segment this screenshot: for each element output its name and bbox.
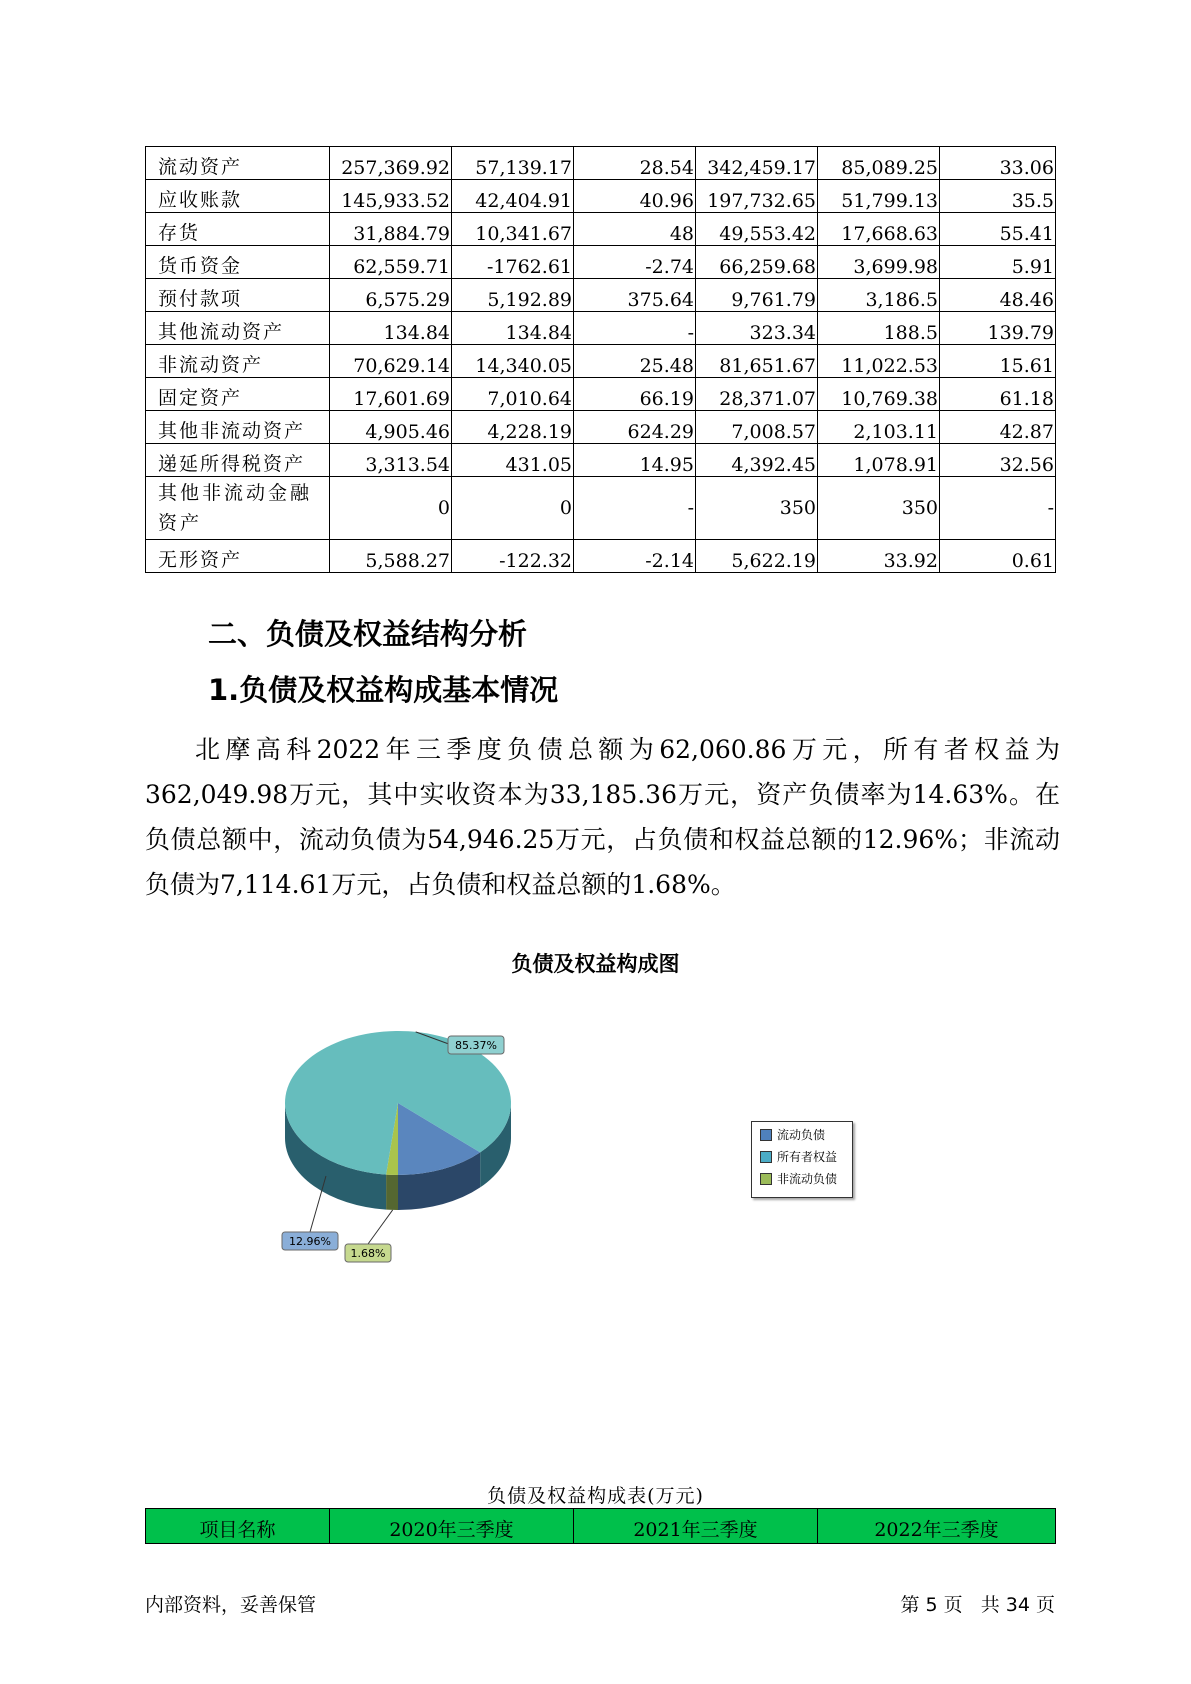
table-cell: 3,699.98: [818, 246, 940, 279]
table-cell: 350: [818, 477, 940, 540]
table-cell: 2,103.11: [818, 411, 940, 444]
table-row: [146, 147, 1056, 180]
row-label: 递延所得税资产: [146, 444, 330, 477]
row-label: 固定资产: [146, 378, 330, 411]
table-cell: 10,769.38: [818, 378, 940, 411]
table-cell: 66.19: [574, 378, 696, 411]
header-cell: 项目名称: [146, 1509, 330, 1544]
table-cell: 375.64: [574, 279, 696, 312]
table-cell: 85,089.25: [818, 147, 940, 180]
table-row: [146, 540, 1056, 573]
table-cell: 257,369.92: [330, 147, 452, 180]
row-label: 其他非流动资产: [146, 411, 330, 444]
legend-swatch-owners-equity: [760, 1151, 772, 1163]
table-cell: 10,341.67: [452, 213, 574, 246]
table-cell: 134.84: [452, 312, 574, 345]
table-cell: 350: [696, 477, 818, 540]
table-cell: 35.5: [940, 180, 1056, 213]
data-label: 12.96%: [289, 1235, 331, 1248]
table-cell: 61.18: [940, 378, 1056, 411]
table-row: [146, 246, 1056, 279]
table-row: [146, 312, 1056, 345]
table-cell: 14,340.05: [452, 345, 574, 378]
table-cell: 17,601.69: [330, 378, 452, 411]
table-cell: 6,575.29: [330, 279, 452, 312]
table-cell: 57,139.17: [452, 147, 574, 180]
legend-item: [752, 1169, 852, 1188]
table-cell: 5,588.27: [330, 540, 452, 573]
row-label: 存货: [146, 213, 330, 246]
table-cell: -: [574, 312, 696, 345]
table-cell: 1,078.91: [818, 444, 940, 477]
table-cell: 3,313.54: [330, 444, 452, 477]
table-cell: 323.34: [696, 312, 818, 345]
table-cell: 33.06: [940, 147, 1056, 180]
table-cell: -: [574, 477, 696, 540]
chart-legend: [751, 1121, 853, 1198]
row-label: 其他非流动金融资产: [146, 477, 330, 540]
table-cell: 431.05: [452, 444, 574, 477]
row-label: 流动资产: [146, 147, 330, 180]
table-cell: -: [940, 477, 1056, 540]
table-row: [146, 345, 1056, 378]
table-cell: 11,022.53: [818, 345, 940, 378]
table-row: [146, 378, 1056, 411]
table-cell: 0.61: [940, 540, 1056, 573]
footer-page-number: 第 5 页 共 34 页: [900, 1594, 1055, 1616]
table-row: [146, 477, 1056, 540]
table-cell: 0: [330, 477, 452, 540]
table-cell: 51,799.13: [818, 180, 940, 213]
table-cell: 3,186.5: [818, 279, 940, 312]
table-caption: 负债及权益构成表(万元): [487, 1485, 704, 1507]
section-heading: 二、负债及权益结构分析: [208, 617, 528, 651]
table-row: [146, 279, 1056, 312]
table-cell: 32.56: [940, 444, 1056, 477]
table-header-row: [146, 1509, 1056, 1544]
table-cell: 188.5: [818, 312, 940, 345]
table-row: [146, 213, 1056, 246]
table-cell: 55.41: [940, 213, 1056, 246]
table-cell: -122.32: [452, 540, 574, 573]
table-cell: 49,553.42: [696, 213, 818, 246]
table-cell: 40.96: [574, 180, 696, 213]
table-cell: 145,933.52: [330, 180, 452, 213]
table-cell: 62,559.71: [330, 246, 452, 279]
table-cell: 5,622.19: [696, 540, 818, 573]
table-cell: 70,629.14: [330, 345, 452, 378]
legend-item: [752, 1125, 852, 1144]
row-label: 货币资金: [146, 246, 330, 279]
table-cell: 28,371.07: [696, 378, 818, 411]
legend-label: 所有者权益: [777, 1150, 838, 1164]
table-cell: 0: [452, 477, 574, 540]
table-cell: 66,259.68: [696, 246, 818, 279]
table-cell: 5,192.89: [452, 279, 574, 312]
legend-swatch-current-liabilities: [760, 1129, 772, 1141]
table-cell: 624.29: [574, 411, 696, 444]
table-cell: -2.14: [574, 540, 696, 573]
table-cell: 7,008.57: [696, 411, 818, 444]
table-cell: 81,651.67: [696, 345, 818, 378]
row-label: 非流动资产: [146, 345, 330, 378]
body-paragraph: 北摩高科2022年三季度负债总额为62,060.86万元，所有者权益为362,049.98万元，其中实收资本为33,185.36万元，资产负债率为14.63%。在负债总额中，流动负债为54,946.25万元，占负债和权益总额的12.96%；非流动负债为7,114.61万元，占负债和权益总额的1.68%。: [145, 735, 1060, 899]
table-cell: 25.48: [574, 345, 696, 378]
table-cell: 342,459.17: [696, 147, 818, 180]
table-cell: 28.54: [574, 147, 696, 180]
table-cell: 42,404.91: [452, 180, 574, 213]
table-cell: 197,732.65: [696, 180, 818, 213]
header-cell: 2020年三季度: [330, 1509, 574, 1544]
table-cell: 4,228.19: [452, 411, 574, 444]
table-cell: 17,668.63: [818, 213, 940, 246]
table-cell: 139.79: [940, 312, 1056, 345]
data-label: 85.37%: [455, 1039, 497, 1052]
table-cell: 7,010.64: [452, 378, 574, 411]
table-cell: 48.46: [940, 279, 1056, 312]
table-cell: 9,761.79: [696, 279, 818, 312]
table-cell: 14.95: [574, 444, 696, 477]
header-cell: 2021年三季度: [574, 1509, 818, 1544]
asset-table-body: [146, 147, 1056, 573]
legend-label: 非流动负债: [777, 1172, 838, 1186]
table-row: [146, 180, 1056, 213]
asset-table: [145, 146, 1056, 573]
row-label: 应收账款: [146, 180, 330, 213]
table-cell: 33.92: [818, 540, 940, 573]
legend-label: 流动负债: [777, 1128, 826, 1142]
chart-title: 负债及权益构成图: [511, 952, 680, 976]
table-row: [146, 444, 1056, 477]
legend-item: [752, 1147, 852, 1166]
row-label: 预付款项: [146, 279, 330, 312]
table-cell: 15.61: [940, 345, 1056, 378]
table-cell: -1762.61: [452, 246, 574, 279]
pie-chart: [280, 1000, 600, 1270]
table-cell: 42.87: [940, 411, 1056, 444]
table-cell: 134.84: [330, 312, 452, 345]
table-row: [146, 411, 1056, 444]
legend-swatch-noncurrent-liabilities: [760, 1173, 772, 1185]
data-label: 1.68%: [350, 1247, 386, 1260]
row-label: 其他流动资产: [146, 312, 330, 345]
table-cell: 31,884.79: [330, 213, 452, 246]
table-cell: -2.74: [574, 246, 696, 279]
table-cell: 48: [574, 213, 696, 246]
table-cell: 4,905.46: [330, 411, 452, 444]
footer-confidential: 内部资料，妥善保管: [145, 1594, 317, 1616]
row-label: 无形资产: [146, 540, 330, 573]
header-cell: 2022年三季度: [818, 1509, 1056, 1544]
table-cell: 5.91: [940, 246, 1056, 279]
liability-equity-table: [145, 1508, 1056, 1544]
subsection-heading: 1.负债及权益构成基本情况: [208, 673, 559, 707]
table-cell: 4,392.45: [696, 444, 818, 477]
label-leader-line: [368, 1210, 393, 1244]
pie-side-2: [386, 1175, 398, 1210]
